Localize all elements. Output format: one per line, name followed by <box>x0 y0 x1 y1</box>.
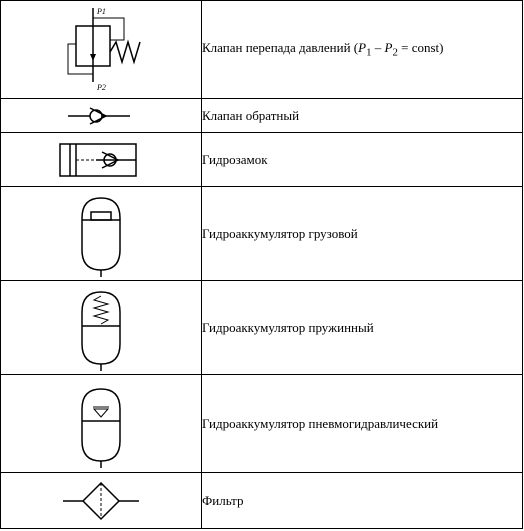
formula: ($P_1 - P_2$ = const) <box>353 40 444 59</box>
table-row <box>1 133 523 187</box>
description-cell <box>202 187 523 281</box>
row-label: Клапан обратный <box>202 107 300 123</box>
row-label: Клапан перепада давлений <box>202 40 351 56</box>
row-label: Фильтр <box>202 492 244 508</box>
p2-symbol-label: P2 <box>97 82 106 92</box>
symbol-cell <box>1 375 202 473</box>
weight-loaded-accumulator-icon <box>76 190 126 278</box>
table-row <box>1 473 523 529</box>
description-cell <box>202 1 523 99</box>
description-cell <box>202 99 523 133</box>
row-label: Гидроаккумулятор грузовой <box>202 225 358 241</box>
filter-icon <box>61 479 141 523</box>
symbol-cell <box>1 187 202 281</box>
table-row <box>1 1 523 99</box>
row-label: Гидроаккумулятор пневмогидравлический <box>202 415 439 431</box>
differential-pressure-valve-icon <box>36 4 166 96</box>
table-row <box>1 375 523 473</box>
table-row <box>1 99 523 133</box>
spring-accumulator-icon <box>76 284 126 372</box>
table-row <box>1 187 523 281</box>
check-valve-icon <box>66 104 136 128</box>
description-cell <box>202 375 523 473</box>
symbol-cell <box>1 99 202 133</box>
row-label: Гидрозамок <box>202 151 268 167</box>
table-row <box>1 281 523 375</box>
symbol-cell <box>1 281 202 375</box>
symbol-cell <box>1 133 202 187</box>
description-cell <box>202 281 523 375</box>
hydraulic-lock-icon <box>56 138 146 182</box>
description-cell <box>202 133 523 187</box>
pneumohydraulic-accumulator-icon <box>76 379 126 469</box>
p1-symbol-label: P1 <box>97 6 106 16</box>
symbol-cell <box>1 1 202 99</box>
row-label: Гидроаккумулятор пружинный <box>202 319 374 335</box>
description-cell <box>202 473 523 529</box>
symbol-cell <box>1 473 202 529</box>
